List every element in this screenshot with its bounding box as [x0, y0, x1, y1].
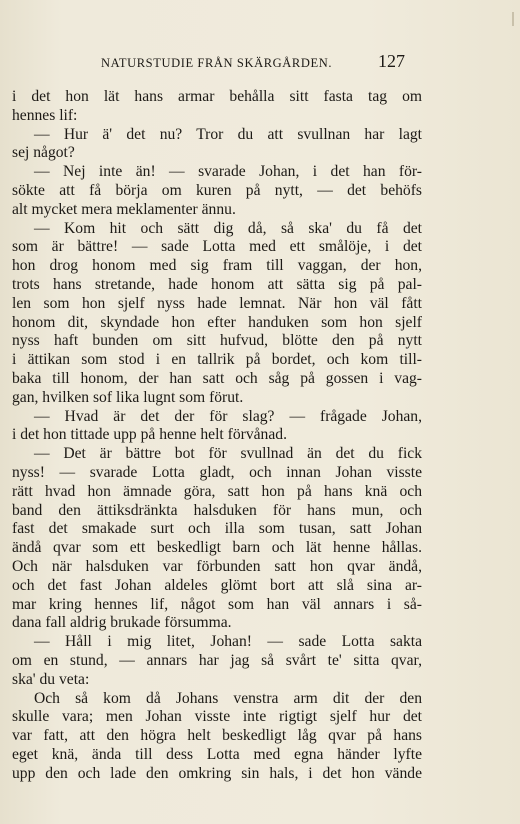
text-line: trots hans stretande, hade honom att sätta sig på pal- — [12, 275, 422, 293]
text-line: hon drog honom med sig fram till vaggan, der hon, — [12, 257, 422, 275]
text-line: dana fall aldrig brukade försumma. — [12, 614, 232, 632]
text-line: — Hur ä' det nu? Tror du att svullnan har lagt — [34, 125, 422, 143]
text-line: hennes lif: — [12, 106, 78, 124]
body-text — [12, 88, 422, 783]
text-line: fast det smakade surt och illa som tusan, satt Johan — [12, 520, 422, 538]
text-line: — Hvad är det der för slag? — frågade Johan, — [34, 407, 422, 425]
text-line: Och när halsduken var förbunden satt hon qvar ändå, — [12, 557, 422, 575]
text-line: skulle vara; men Johan visste inte rigtigt sjelf hur det — [12, 708, 422, 726]
text-line: upp den och lade den omkring sin hals, i det hon vände — [12, 764, 422, 782]
text-line: sej något? — [12, 144, 75, 162]
text-line: — Håll i mig litet, Johan! — sade Lotta sakta — [34, 633, 422, 651]
text-line: nyss haft bunden om sitt hufvud, blötte den på nytt — [12, 332, 422, 350]
text-line: Och så kom då Johans venstra arm dit der den — [34, 689, 422, 707]
text-line: och det fast Johan aldeles glömt bort att slå sina ar- — [12, 576, 422, 594]
text-line: — Det är bättre bot för svullnad än det du fick — [34, 445, 422, 463]
text-line: ska' du veta: — [12, 670, 90, 688]
text-line: baka till honom, der han satt och såg på gossen i vag- — [12, 369, 422, 387]
text-line: i det hon lät hans armar behålla sitt fasta tag om — [12, 88, 422, 105]
text-line: som är bättre! — sade Lotta med ett smålöje, i det — [12, 238, 422, 256]
text-line: rätt hvad hon ämnade göra, satt hon på hans knä och — [12, 482, 422, 500]
text-line: i ättikan som stod i en tallrik på bordet, och kom till- — [12, 351, 422, 369]
text-line: — Nej inte än! — svarade Johan, i det han för- — [34, 163, 422, 181]
page-header — [0, 52, 520, 76]
text-line: var fatt, att den högra helt beskedligt låg qvar på hans — [12, 727, 422, 745]
text-line: nyss! — svarade Lotta gladt, och innan Johan visste — [12, 463, 422, 481]
text-line: honom dit, skyndade hon efter handuken som hon sjelf — [12, 313, 422, 331]
text-line: band den ättiksdränkta halsduken för hans mun, och — [12, 501, 422, 519]
text-line: sökte att få börja om kuren på nytt, — det behöfs — [12, 181, 422, 199]
text-line: i det hon tittade upp på henne helt förvånad. — [12, 426, 287, 444]
running-head: NATURSTUDIE FRÅN SKÄRGÅRDEN. — [101, 56, 333, 70]
page-number: 127 — [378, 51, 405, 71]
text-line: gan, hvilken sof lika lugnt som förut. — [12, 388, 244, 406]
text-line: om en stund, — annars har jag så svårt te' sitta qvar, — [12, 651, 422, 669]
text-line: alt mycket mera meklamenter ännu. — [12, 200, 236, 218]
text-line: ändå qvar som ett beskedligt barn och lät henne hållas. — [12, 539, 422, 557]
text-line: mar kring hennes lif, något som han väl annars i så- — [12, 595, 422, 613]
text-line: len som hon sjelf nyss hade lemnat. När hon väl fått — [12, 294, 422, 312]
text-line: eget knä, ända till dess Lotta med egna händer lyfte — [12, 745, 422, 763]
page-edge-mark — [512, 12, 514, 26]
text-line: — Kom hit och sätt dig då, så ska' du få det — [34, 219, 422, 237]
